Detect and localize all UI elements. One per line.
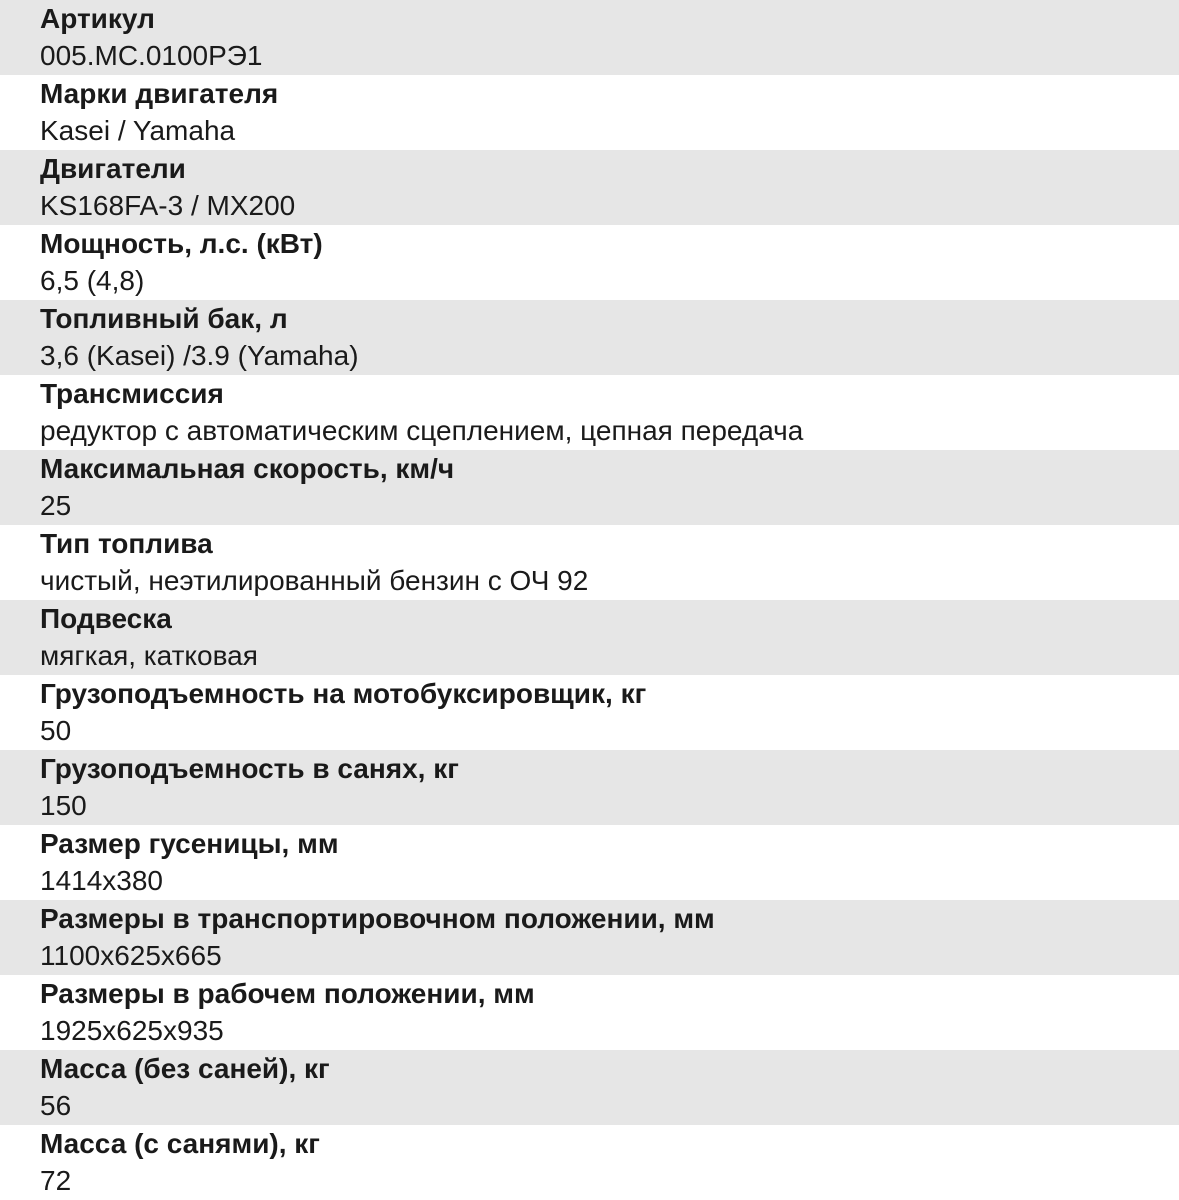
spec-label: Масса (с санями), кг [40, 1128, 320, 1159]
spec-label: Масса (без саней), кг [40, 1053, 330, 1084]
spec-label: Марки двигателя [40, 78, 279, 109]
spec-label: Грузоподъемность на мотобуксировщик, кг [40, 678, 647, 709]
spec-row-mass-without-sled [0, 1050, 1179, 1125]
spec-label: Тип топлива [40, 528, 213, 559]
spec-value: 3,6 (Kasei) /3.9 (Yamaha) [40, 340, 359, 371]
spec-value: 50 [40, 715, 72, 746]
spec-label: Размер гусеницы, мм [40, 828, 339, 859]
spec-value: 56 [40, 1090, 72, 1121]
spec-row-transport-dimensions [0, 900, 1179, 975]
spec-label: Подвеска [40, 603, 172, 634]
spec-value: 72 [40, 1165, 72, 1196]
spec-value: 25 [40, 490, 72, 521]
spec-row-engines [0, 150, 1179, 225]
spec-row-track-size [0, 825, 1179, 900]
spec-value: редуктор с автоматическим сцеплением, цепная передача [40, 415, 804, 446]
spec-row-article [0, 0, 1179, 75]
spec-row-engine-brands [0, 75, 1179, 150]
spec-value: 150 [40, 790, 87, 821]
spec-row-working-dimensions [0, 975, 1179, 1050]
spec-row-load-capacity-towing [0, 675, 1179, 750]
spec-row-max-speed [0, 450, 1179, 525]
spec-row-power [0, 225, 1179, 300]
spec-label: Грузоподъемность в санях, кг [40, 753, 459, 784]
spec-value: чистый, неэтилированный бензин с ОЧ 92 [40, 565, 589, 596]
spec-value: 6,5 (4,8) [40, 265, 145, 296]
spec-label: Топливный бак, л [40, 303, 288, 334]
spec-label: Артикул [40, 3, 155, 34]
spec-label: Размеры в рабочем положении, мм [40, 978, 535, 1009]
spec-row-fuel-type [0, 525, 1179, 600]
spec-row-suspension [0, 600, 1179, 675]
spec-value: 1100x625x665 [40, 940, 222, 971]
spec-value: мягкая, катковая [40, 640, 258, 671]
spec-label: Размеры в транспортировочном положении, мм [40, 903, 715, 934]
spec-value: KS168FA-3 / MX200 [40, 190, 296, 221]
spec-row-fuel-tank [0, 300, 1179, 375]
spec-label: Максимальная скорость, км/ч [40, 453, 455, 484]
spec-value: 1414x380 [40, 865, 164, 896]
spec-value: Kasei / Yamaha [40, 115, 236, 146]
spec-value: 005.МС.0100РЭ1 [40, 40, 263, 71]
spec-label: Двигатели [40, 153, 186, 184]
spec-row-transmission [0, 375, 1179, 450]
spec-label: Мощность, л.с. (кВт) [40, 228, 323, 259]
spec-row-mass-with-sled [0, 1125, 1179, 1200]
spec-label: Трансмиссия [40, 378, 224, 409]
spec-row-load-capacity-sled [0, 750, 1179, 825]
spec-value: 1925x625x935 [40, 1015, 224, 1046]
